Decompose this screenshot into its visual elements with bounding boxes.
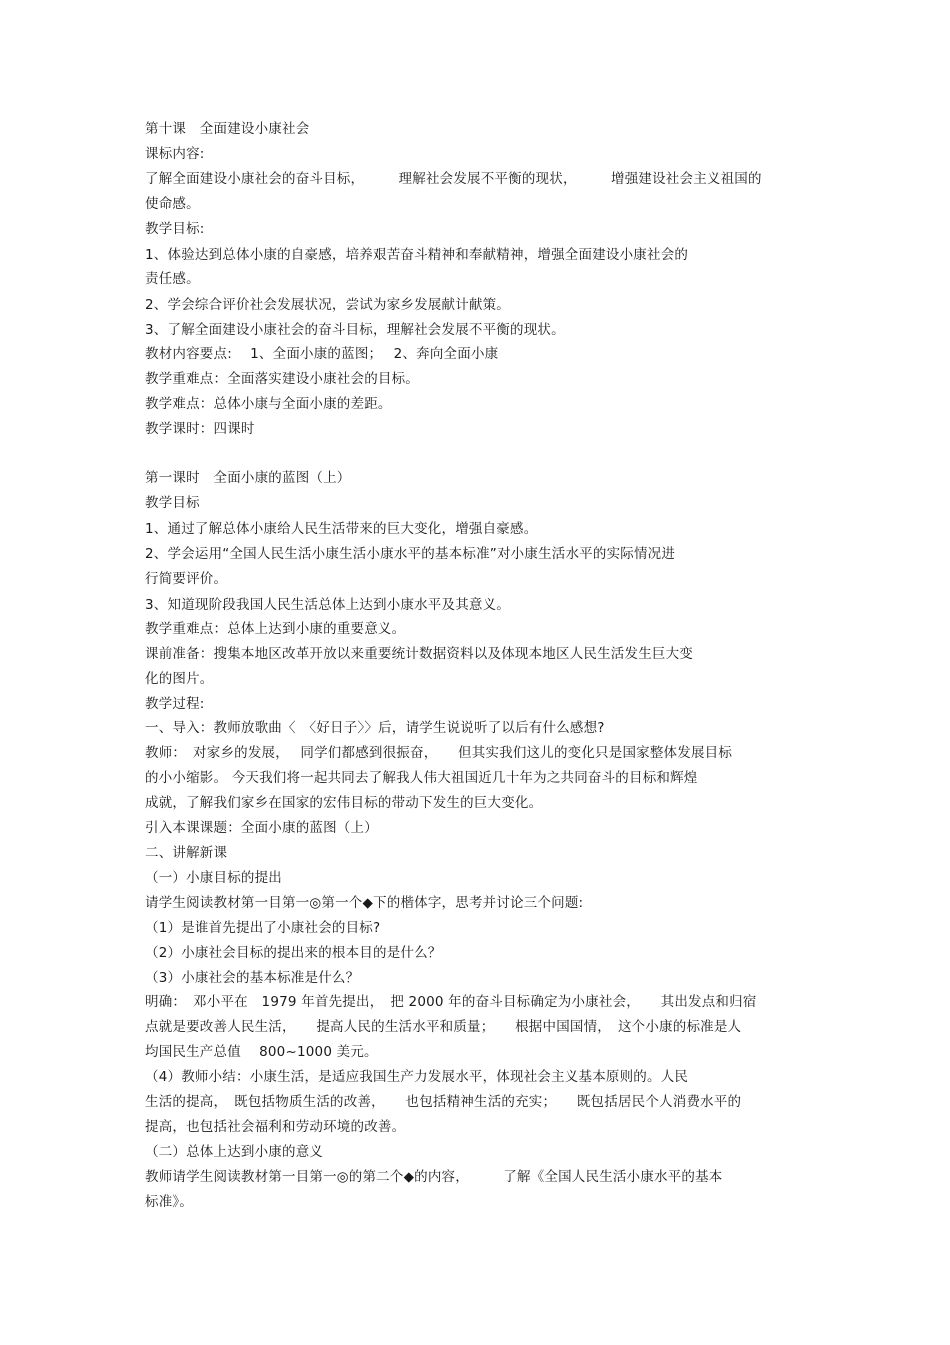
paragraph-line: 教师： 对家乡的发展， 同学们都感到很振奋， 但其实我们这儿的变化只是国家整体发展目标 bbox=[145, 745, 733, 761]
subsection-heading: （二）总体上达到小康的意义 bbox=[145, 1144, 324, 1160]
paragraph-line: 点就是要改善人民生活， 提高人民的生活水平和质量； 根据中国国情， 这个小康的标准是人 bbox=[145, 1019, 742, 1035]
list-item: 3、知道现阶段我国人民生活总体上达到小康水平及其意义。 bbox=[145, 597, 510, 613]
list-item: 2、学会运用“全国人民生活小康生活小康水平的基本标准”对小康生活水平的实际情况进 bbox=[145, 546, 676, 562]
paragraph-line: 明确： 邓小平在 1979 年首先提出， 把 2000 年的奋斗目标确定为小康社会， 其出发点和归宿 bbox=[145, 994, 757, 1010]
paragraph-line: 教材内容要点: 1、全面小康的蓝图； 2、奔向全面小康 bbox=[145, 346, 499, 362]
paragraph-line: 了解全面建设小康社会的奋斗目标， 理解社会发展不平衡的现状， 增强建设社会主义祖国的 bbox=[145, 171, 762, 187]
paragraph-line: 行简要评价。 bbox=[145, 571, 228, 587]
list-item: （3）小康社会的基本标准是什么？ bbox=[145, 970, 360, 986]
paragraph-line: 教学课时：四课时 bbox=[145, 421, 255, 437]
paragraph-line: 一、导入：教师放歌曲〈 〈好日子〉〉后，请学生说说听了以后有什么感想? bbox=[145, 720, 605, 736]
section-heading: 教学过程: bbox=[145, 696, 205, 712]
paragraph-line: 生活的提高， 既包括物质生活的改善， 也包括精神生活的充实； 既包括居民个人消费水平的 bbox=[145, 1094, 742, 1110]
paragraph-line: 的小小缩影。 今天我们将一起共同去了解我人伟大祖国近几十年为之共同奋斗的目标和辉煌 bbox=[145, 770, 698, 786]
paragraph-line: 提高，也包括社会福利和劳动环境的改善。 bbox=[145, 1119, 406, 1135]
section-heading: 二、讲解新课 bbox=[145, 845, 228, 861]
paragraph-line: 引入本课课题：全面小康的蓝图（上） bbox=[145, 820, 378, 836]
lesson-subtitle: 第一课时 全面小康的蓝图（上） bbox=[145, 470, 351, 486]
paragraph-line: 使命感。 bbox=[145, 196, 200, 212]
paragraph-line: 责任感。 bbox=[145, 271, 200, 287]
paragraph-line: 成就，了解我们家乡在国家的宏伟目标的带动下发生的巨大变化。 bbox=[145, 795, 543, 811]
list-item: 2、学会综合评价社会发展状况，尝试为家乡发展献计献策。 bbox=[145, 297, 510, 313]
list-item: （1）是谁首先提出了小康社会的目标? bbox=[145, 920, 381, 936]
subsection-heading: （一）小康目标的提出 bbox=[145, 870, 282, 886]
list-item: 1、体验达到总体小康的自豪感，培养艰苦奋斗精神和奉献精神，增强全面建设小康社会的 bbox=[145, 247, 689, 263]
section-heading: 课标内容: bbox=[145, 146, 205, 162]
paragraph-line: 教师请学生阅读教材第一目第一◎的第二个◆的内容， 了解《全国人民生活小康水平的基本 bbox=[145, 1169, 723, 1185]
list-item: 3、了解全面建设小康社会的奋斗目标，理解社会发展不平衡的现状。 bbox=[145, 322, 565, 338]
paragraph-line: 请学生阅读教材第一目第一◎第一个◆下的楷体字，思考并讨论三个问题: bbox=[145, 895, 584, 911]
paragraph-line: 标准》。 bbox=[145, 1194, 194, 1210]
paragraph-line: 教学难点：总体小康与全面小康的差距。 bbox=[145, 396, 392, 412]
paragraph-line: 教学重难点：总体上达到小康的重要意义。 bbox=[145, 621, 406, 637]
paragraph-line: 课前准备：搜集本地区改革开放以来重要统计数据资料以及体现本地区人民生活发生巨大变 bbox=[145, 646, 693, 662]
paragraph-line: 化的图片。 bbox=[145, 671, 214, 687]
list-item: 1、通过了解总体小康给人民生活带来的巨大变化，增强自豪感。 bbox=[145, 521, 538, 537]
list-item: （4）教师小结：小康生活，是适应我国生产力发展水平，体现社会主义基本原则的。人民 bbox=[145, 1069, 689, 1085]
lesson-title: 第十课 全面建设小康社会 bbox=[145, 121, 310, 137]
section-heading: 教学目标 bbox=[145, 495, 200, 511]
paragraph-line: 均国民生产总值 800~1000 美元。 bbox=[145, 1044, 378, 1060]
section-heading: 教学目标: bbox=[145, 221, 205, 237]
paragraph-line: 教学重难点：全面落实建设小康社会的目标。 bbox=[145, 371, 419, 387]
list-item: （2）小康社会目标的提出来的根本目的是什么？ bbox=[145, 945, 442, 961]
